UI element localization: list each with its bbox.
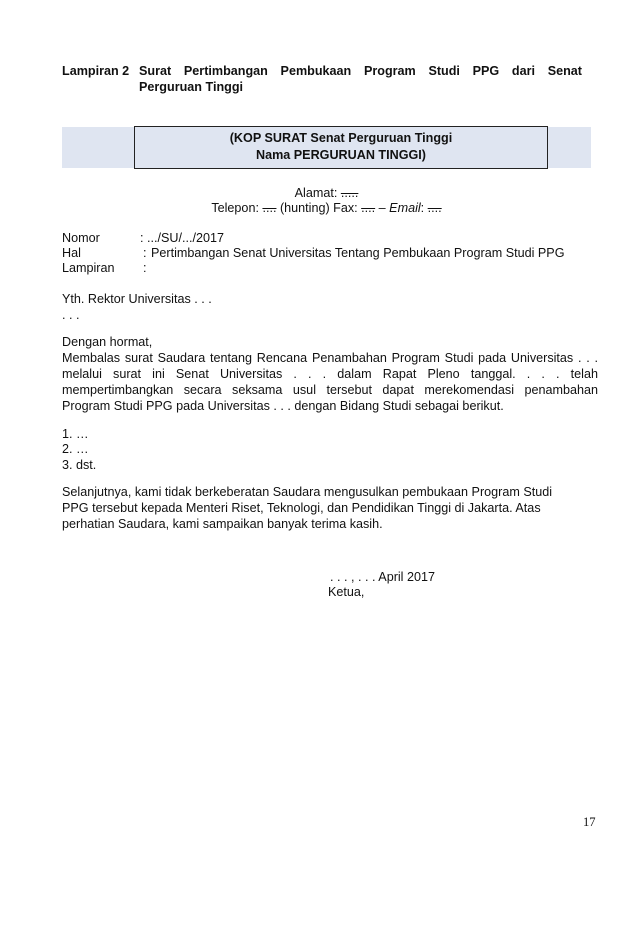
recipient-line-2: . . . — [62, 308, 80, 322]
paragraph-1-line-4: Program Studi PPG pada Universitas . . . dengan Bidang Studi sebagai berikut. — [62, 399, 504, 413]
lampiran-label: Lampiran — [62, 261, 115, 275]
fax-value: .... — [361, 201, 376, 215]
paragraph-2-line-2: PPG tersebut kepada Menteri Riset, Teknologi, dan Pendidikan Tinggi di Jakarta. Atas — [62, 501, 541, 515]
appendix-label: Lampiran 2 — [62, 64, 130, 78]
nomor-row — [62, 231, 602, 246]
letterhead-box — [134, 126, 548, 169]
hal-label: Hal — [62, 246, 81, 260]
letterhead-line-1: (KOP SURAT Senat Perguruan Tinggi — [229, 131, 453, 145]
address-label: Alamat: — [294, 186, 341, 200]
paragraph-1-line-1: Membalas surat Saudara tentang Rencana Penambahan Program Studi pada Universitas . . . — [62, 351, 598, 365]
recipient-line-1: Yth. Rektor Universitas . . . — [62, 292, 212, 306]
address-value: ..... — [340, 186, 359, 200]
paragraph-1-line-3: mempertimbangkan secara seksama usul tersebut dapat merekomendasi penambahan — [62, 383, 598, 397]
nomor-value: .../SU/.../2017 — [147, 231, 225, 245]
address-line — [62, 186, 591, 201]
paragraph-2-line-3: perhatian Saudara, kami sampaikan banyak terima kasih. — [62, 517, 383, 531]
signature-date: . . . , . . . April 2017 — [330, 570, 435, 584]
paragraph-2-line-1: Selanjutnya, kami tidak berkeberatan Saudara mengusulkan pembukaan Program Studi — [62, 485, 553, 499]
lampiran-colon: : — [143, 261, 147, 275]
contact-dash: – — [375, 201, 390, 215]
signature-role: Ketua, — [328, 585, 365, 599]
lampiran-row — [62, 261, 602, 276]
hal-colon: : — [143, 246, 147, 260]
telepon-value: .... — [262, 201, 277, 215]
hal-value: Pertimbangan Senat Universitas Tentang Pembukaan Program Studi PPG — [151, 246, 565, 260]
hunting-fax-label: (hunting) Fax: — [276, 201, 362, 215]
telepon-label: Telepon: — [211, 201, 263, 215]
list-item: 3. dst. — [62, 458, 97, 472]
paragraph-1-line-2: melalui surat ini Senat Universitas . . . dalam Rapat Pleno tanggal. . . . telah — [62, 367, 598, 381]
letterhead-line-2: Nama PERGURUAN TINGGI) — [255, 147, 427, 162]
email-label: Email — [389, 201, 421, 215]
hal-row — [62, 246, 602, 261]
email-colon: : — [420, 201, 428, 215]
page-number: 17 — [583, 815, 596, 829]
contact-line — [62, 201, 591, 216]
nomor-label: Nomor — [62, 231, 100, 245]
nomor-colon: : — [140, 231, 144, 245]
appendix-title: Surat Pertimbangan Pembukaan Program Studi PPG dari Senat Perguruan Tinggi — [139, 64, 582, 94]
list-item: 1. … — [62, 427, 89, 441]
email-value: .... — [427, 201, 442, 215]
list-item: 2. … — [62, 442, 89, 456]
greeting: Dengan hormat, — [62, 335, 153, 349]
